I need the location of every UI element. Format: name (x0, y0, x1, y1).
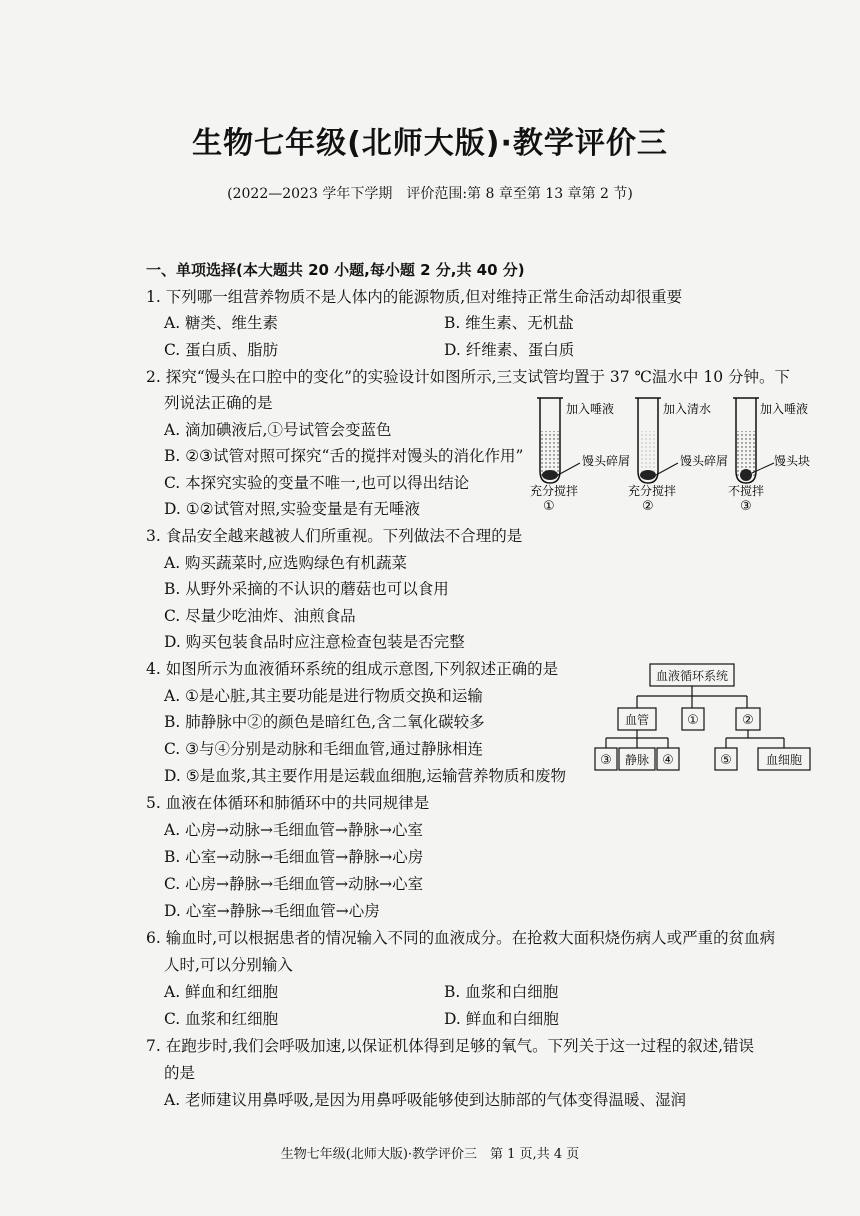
tube-1-number: ① (543, 499, 555, 513)
diagram-cells-label: 血细胞 (765, 753, 803, 767)
question-7-option-a: A. 老师建议用鼻呼吸,是因为用鼻呼吸能够使到达肺部的气体变得温暖、湿润 (164, 1091, 686, 1109)
question-2-stem-line-1: 2. 探究“馒头在口腔中的变化”的实验设计如图所示,三支试管均置于 37 ℃温水中 10 分钟。下 (146, 368, 790, 386)
question-6-stem-line-1: 6. 输血时,可以根据患者的情况输入不同的血液成分。在抢救大面积烧伤病人或严重的贫血病 (146, 929, 776, 947)
question-3-stem: 3. 食品安全越来越被人们所重视。下列做法不合理的是 (146, 527, 523, 545)
question-7-stem-line-1: 7. 在跑步时,我们会呼吸加速,以保证机体得到足够的氧气。下列关于这一过程的叙述,错误 (146, 1037, 754, 1055)
diagram-node-1: ① (687, 713, 699, 728)
diagram-node-3: ③ (600, 753, 612, 768)
question-4-option-b: B. 肺静脉中②的颜色是暗红色,含二氧化碳较多 (164, 713, 485, 731)
page-footer: 生物七年级(北师大版)·教学评价三 第 1 页,共 4 页 (280, 1147, 580, 1162)
question-7-stem-line-2: 的是 (164, 1064, 196, 1082)
question-4-option-c: C. ③与④分别是动脉和毛细血管,通过静脉相连 (164, 740, 483, 758)
question-1-stem: 1. 下列哪一组营养物质不是人体内的能源物质,但对维持正常生命活动却很重要 (146, 288, 683, 306)
question-5-option-c: C. 心房→静脉→毛细血管→动脉→心室 (164, 875, 424, 893)
test-tube-3 (728, 398, 810, 513)
test-tube-figure (520, 393, 850, 513)
question-1-option-a: A. 糖类、维生素 (164, 314, 279, 332)
tube-1-bottom-label: 充分搅拌 (530, 484, 579, 498)
question-3-option-b: B. 从野外采摘的不认识的蘑菇也可以食用 (164, 580, 449, 598)
diagram-node-2: ② (742, 713, 754, 728)
question-5-option-b: B. 心室→动脉→毛细血管→静脉→心房 (164, 848, 424, 866)
diagram-node-5: ⑤ (720, 753, 732, 768)
question-1-option-c: C. 蛋白质、脂肪 (164, 341, 279, 359)
question-2-option-a: A. 滴加碘液后,①号试管会变蓝色 (164, 421, 392, 439)
tube-3-number: ③ (740, 499, 752, 513)
diagram-root-label: 血液循环系统 (655, 669, 729, 683)
question-5-option-d: D. 心室→静脉→毛细血管→心房 (164, 902, 380, 920)
question-2-option-c: C. 本探究实验的变量不唯一,也可以得出结论 (164, 474, 470, 492)
question-6-stem-line-2: 人时,可以分别输入 (164, 956, 293, 974)
question-2-stem-line-2: 列说法正确的是 (164, 394, 273, 412)
tube-1-top-label: 加入唾液 (566, 402, 615, 416)
question-5-stem: 5. 血液在体循环和肺循环中的共同规律是 (146, 794, 430, 812)
question-6-option-d: D. 鲜血和白细胞 (444, 1010, 559, 1028)
tube-2-bottom-label: 充分搅拌 (628, 484, 677, 498)
question-2-option-b: B. ②③试管对照可探究“舌的搅拌对馒头的消化作用” (164, 447, 524, 465)
question-1-option-d: D. 纤维素、蛋白质 (444, 341, 575, 359)
question-4-option-d: D. ⑤是血浆,其主要作用是运载血细胞,运输营养物质和废物 (164, 767, 566, 785)
diagram-vein-label: 静脉 (624, 753, 650, 767)
question-2-option-d: D. ①②试管对照,实验变量是有无唾液 (164, 500, 420, 518)
tube-2-number: ② (642, 499, 654, 513)
question-1-option-b: B. 维生素、无机盐 (444, 314, 574, 332)
tube-3-bottom-label: 不搅拌 (728, 484, 765, 498)
question-5-option-a: A. 心房→动脉→毛细血管→静脉→心室 (164, 821, 423, 839)
page-title: 生物七年级(北师大版)·教学评价三 (192, 126, 668, 161)
question-6-option-c: C. 血浆和红细胞 (164, 1010, 279, 1028)
tube-2-side-label: 馒头碎屑 (680, 454, 729, 468)
section-heading: 一、单项选择(本大题共 20 小题,每小题 2 分,共 40 分) (146, 261, 525, 279)
question-4-option-a: A. ①是心脏,其主要功能是进行物质交换和运输 (164, 687, 483, 705)
question-6-option-a: A. 鲜血和红细胞 (164, 983, 279, 1001)
question-4-stem: 4. 如图所示为血液循环系统的组成示意图,下列叙述正确的是 (146, 660, 559, 678)
blood-circulation-diagram (590, 662, 840, 774)
tube-2-top-label: 加入清水 (663, 402, 712, 416)
tube-3-side-label: 馒头块 (774, 454, 811, 468)
tube-1-side-label: 馒头碎屑 (582, 454, 631, 468)
page-subtitle: (2022—2023 学年下学期 评价范围:第 8 章至第 13 章第 2 节) (227, 186, 633, 202)
diagram-node-4: ④ (662, 753, 674, 768)
test-tube-2 (628, 398, 728, 513)
diagram-vessel-label: 血管 (624, 713, 650, 727)
question-3-option-c: C. 尽量少吃油炸、油煎食品 (164, 607, 356, 625)
test-tube-1 (530, 398, 630, 513)
question-3-option-a: A. 购买蔬菜时,应选购绿色有机蔬菜 (164, 554, 407, 572)
question-3-option-d: D. 购买包装食品时应注意检查包装是否完整 (164, 633, 465, 651)
tube-3-top-label: 加入唾液 (760, 402, 809, 416)
question-6-option-b: B. 血浆和白细胞 (444, 983, 559, 1001)
